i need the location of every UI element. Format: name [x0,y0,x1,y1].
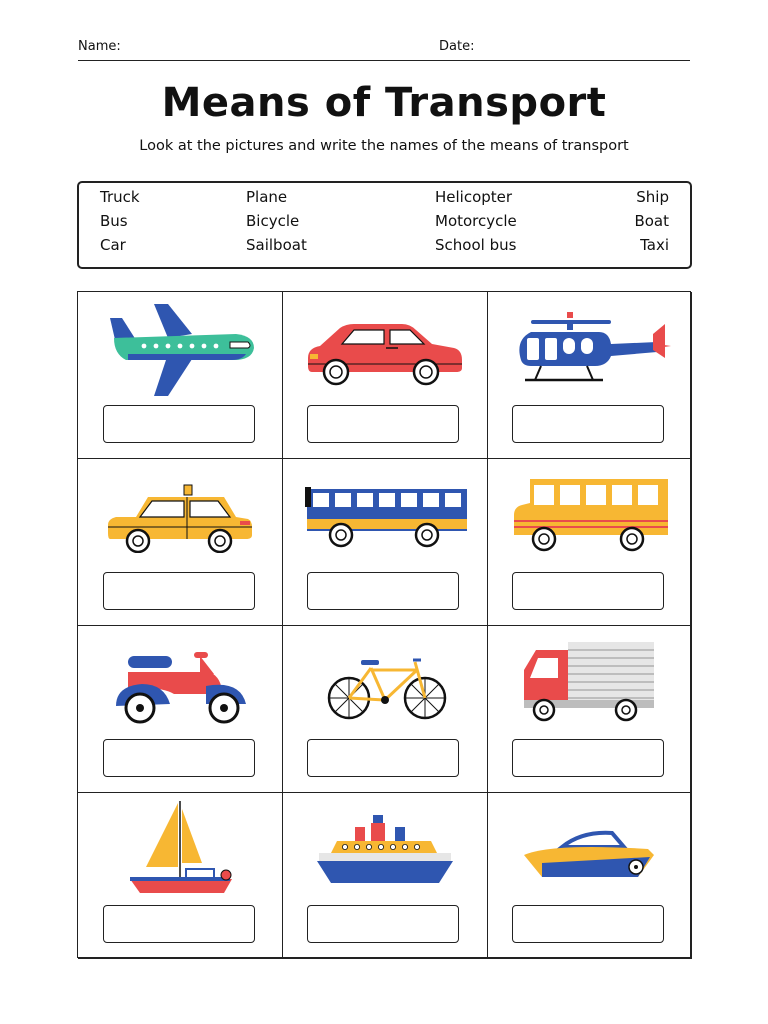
word-taxi: Taxi [640,236,669,254]
word-car: Car [100,236,126,254]
motorcycle-icon [114,650,248,724]
answer-box-bicycle[interactable] [307,739,459,777]
bicycle-icon [327,656,447,722]
answer-box-taxi[interactable] [103,572,255,610]
truck-icon [522,640,656,722]
word-boat: Boat [634,212,669,230]
taxi-icon [106,483,254,553]
cell-sailboat [78,793,283,959]
sailboat-icon [126,799,238,895]
answer-box-truck[interactable] [512,739,664,777]
answer-box-motorcycle[interactable] [103,739,255,777]
answer-box-bus[interactable] [307,572,459,610]
cell-ship [283,793,488,959]
answer-box-ship[interactable] [307,905,459,943]
bus-icon [303,485,469,551]
instructions: Look at the pictures and write the names of the means of transport [139,138,629,154]
cell-motorcycle [78,626,283,793]
word-motorcycle: Motorcycle [435,212,517,230]
car-icon [306,322,464,386]
cell-boat [488,793,692,959]
cell-truck [488,626,692,793]
boat-icon [522,829,656,889]
answer-box-helicopter[interactable] [512,405,664,443]
answer-box-sailboat[interactable] [103,905,255,943]
answer-box-car[interactable] [307,405,459,443]
word-helicopter: Helicopter [435,188,513,206]
answer-box-plane[interactable] [103,405,255,443]
word-plane: Plane [246,188,288,206]
school-bus-icon [512,477,670,553]
word-ship: Ship [636,188,669,206]
word-school-bus: School bus [435,236,517,254]
cell-taxi [78,459,283,626]
cell-bus [283,459,488,626]
cell-plane [78,292,283,459]
cell-car [283,292,488,459]
picture-grid [77,291,691,958]
word-bicycle: Bicycle [246,212,300,230]
name-label: Name: [78,39,121,54]
cell-school-bus [488,459,692,626]
ship-icon [315,813,455,887]
answer-box-school-bus[interactable] [512,572,664,610]
word-truck: Truck [100,188,140,206]
page-title: Means of Transport [161,80,607,126]
answer-box-boat[interactable] [512,905,664,943]
word-bus: Bus [100,212,128,230]
word-bank [77,181,692,269]
helicopter-icon [511,310,671,390]
cell-helicopter [488,292,692,459]
date-label: Date: [439,39,475,54]
word-sailboat: Sailboat [246,236,307,254]
plane-icon [106,304,256,396]
header-line [78,38,690,61]
cell-bicycle [283,626,488,793]
